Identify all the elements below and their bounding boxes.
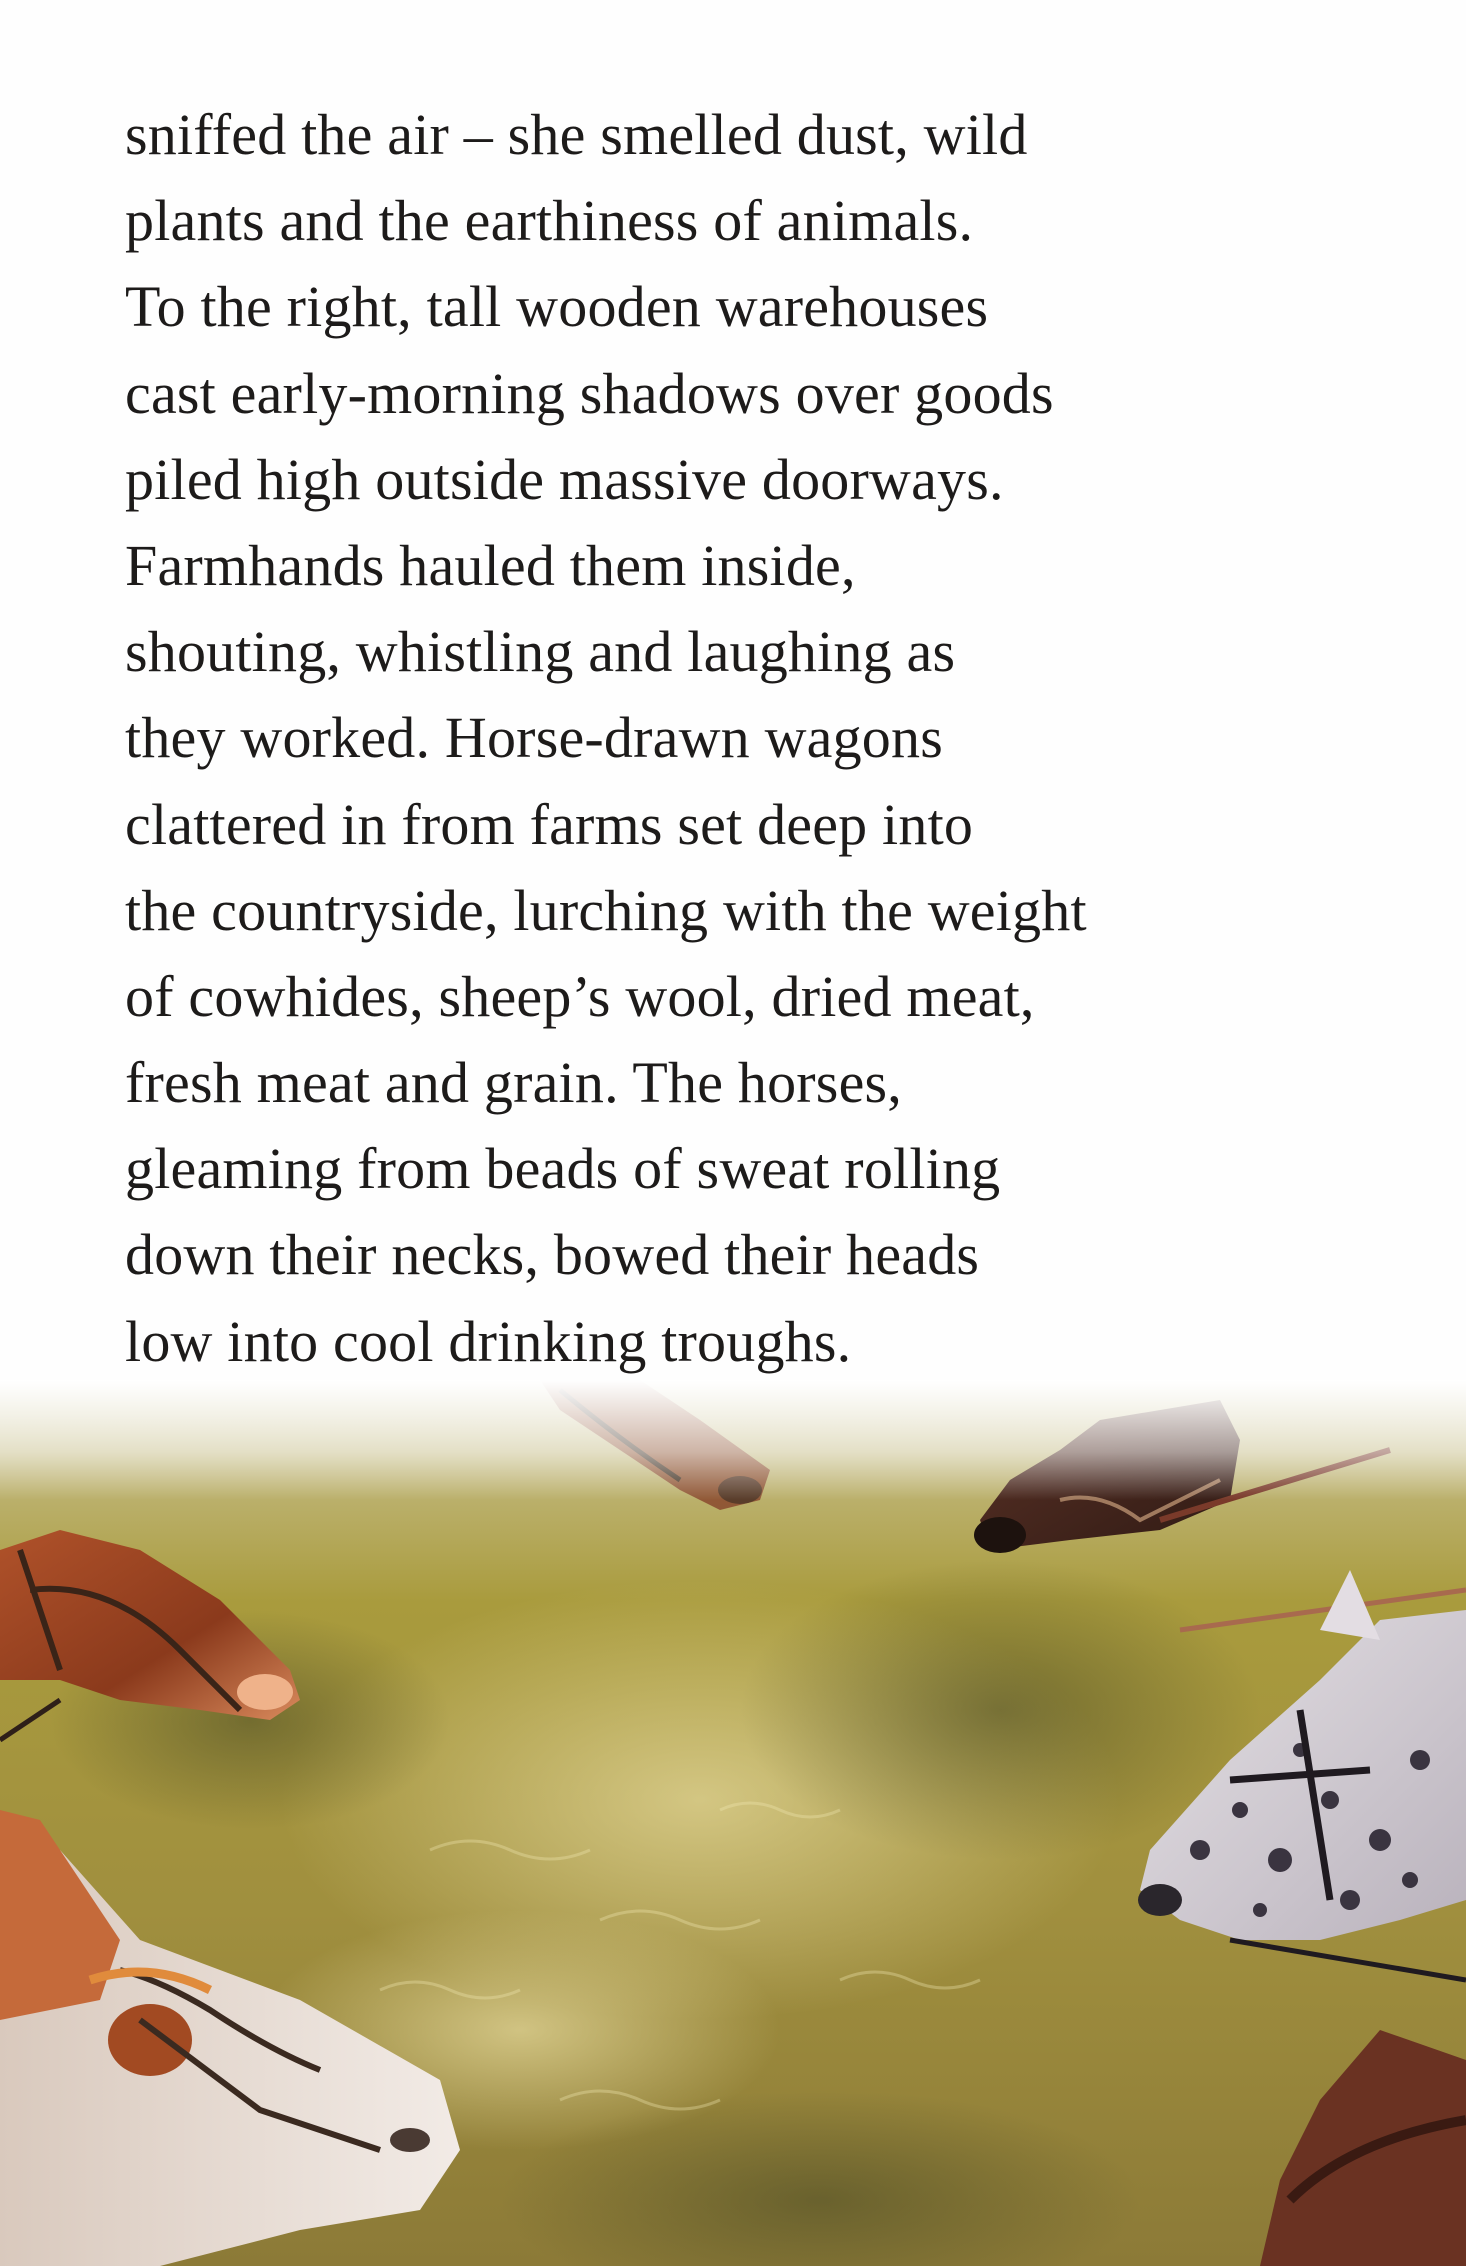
paragraph-line: plants and the earthiness of animals. <box>125 188 974 254</box>
body-paragraph <box>125 92 1365 1385</box>
photo-illustration <box>0 1380 1466 2266</box>
paragraph-line: piled high outside massive doorways. <box>125 446 1004 512</box>
paragraph-line: To the right, tall wooden warehouses <box>125 274 989 340</box>
paragraph-line: Farmhands hauled them inside, <box>125 532 856 598</box>
paragraph-line: gleaming from beads of sweat rolling <box>125 1136 1001 1202</box>
paragraph-line: down their necks, bowed their heads <box>125 1222 980 1288</box>
paragraph-line: low into cool drinking troughs. <box>125 1308 852 1374</box>
paragraph-line: the countryside, lurching with the weight <box>125 877 1087 943</box>
horses-drinking-photo <box>0 1380 1466 2266</box>
paragraph-line: fresh meat and grain. The horses, <box>125 1050 902 1116</box>
paragraph-line: clattered in from farms set deep into <box>125 791 974 857</box>
paragraph-line: cast early-morning shadows over goods <box>125 360 1054 426</box>
paragraph-line: sniffed the air – she smelled dust, wild <box>125 102 1028 167</box>
paragraph-line: of cowhides, sheep’s wool, dried meat, <box>125 963 1035 1029</box>
paragraph-line: shouting, whistling and laughing as <box>125 619 956 685</box>
paragraph-line: they worked. Horse-drawn wagons <box>125 705 943 771</box>
